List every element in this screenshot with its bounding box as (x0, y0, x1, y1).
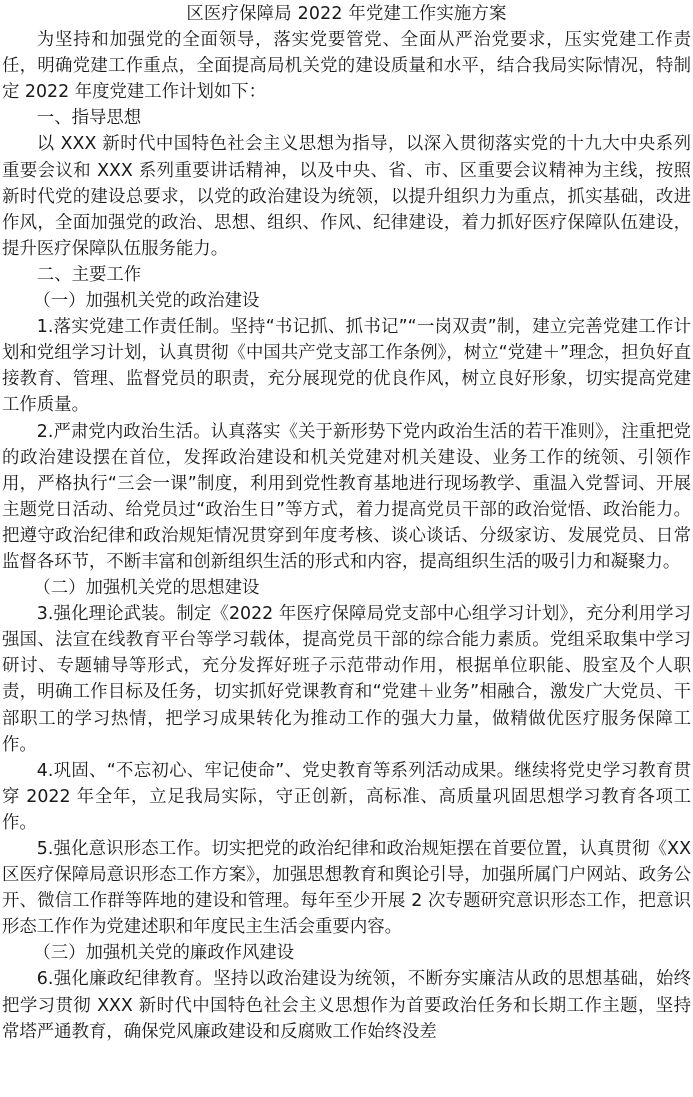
item-paragraph-1: 1.落实党建工作责任制。坚持“书记抓、抓书记”“一岗双责”制，建立完善党建工作计划和党组学习计划，认真贯彻《中国共产党支部工作条例》，树立“党建＋”理念，担负好直接教育、管理、监督党员的职责，充分展现党的优良作风，树立良好形象，切实提高党建工作质量。 (2, 317, 691, 416)
item-paragraph-5: 5.强化意识形态工作。切实把党的政治纪律和政治规矩摆在首要位置，认真贯彻《XX 区医疗保障局意识形态工作方案》，加强思想教育和舆论引导，加强所属门户网站、政务公开、微信工作群等阵地的建设和管理。每年至少开展 2 次专题研究意识形态工作，把意识形态工作作为党建述职和年度民主生活会重要内容。 (2, 839, 691, 938)
document-title: 区医疗保障局 2022 年党建工作实施方案 (186, 4, 507, 24)
guiding-ideology-paragraph: 以 XXX 新时代中国特色社会主义思想为指导，以深入贯彻落实党的十九大中央系列重要会议和 XXX 系列重要讲话精神，以及中央、省、市、区重要会议精神为主线，按照新时代党的建设总要求，以党的政治建设为统领，以提升组织力为重点，抓实基础，改进作风，全面加强党的政治、思想、组织、作风、纪律建设，着力抓好医疗保障队伍建设，提升医疗保障队伍服务能力。 (2, 134, 691, 259)
subsection-heading-integrity: （三）加强机关党的廉政作风建设 (33, 943, 295, 964)
item-paragraph-3: 3.强化理论武装。制定《2022 年医疗保障局党支部中心组学习计划》，充分利用学习强国、法宣在线教育平台等学习载体，提高党员干部的综合能力素质。党组采取集中学习研讨、专题辅导等形式，充分发挥好班子示范带动作用，根据单位职能、股室及个人职责，明确工作目标及任务，切实抓好党课教育和“党建＋业务”相融合，激发广大党员、干部职工的学习热情，把学习成果转化为推动工作的强大力量，做精做优医疗服务保障工作。 (2, 604, 691, 755)
document-body (2, 0, 691, 1045)
section-heading-guiding-ideology: 一、指导思想 (36, 108, 142, 129)
subsection-heading-political: （一）加强机关党的政治建设 (33, 291, 260, 312)
item-paragraph-4: 4.巩固、“不忘初心、牢记使命”、党史教育等系列活动成果。继续将党史学习教育贯穿 2022 年全年，立足我局实际，守正创新，高标准、高质量巩固思想学习教育各项工作。 (2, 760, 691, 833)
item-paragraph-6: 6.强化廉政纪律教育。坚持以政治建设为统领，不断夯实廉洁从政的思想基础，始终把学习贯彻 XXX 新时代中国特色社会主义思想作为首要政治任务和长期工作主题，坚持常塔严通教育，确保党风廉政建设和反腐败工作始终没差 (2, 969, 691, 1042)
item-paragraph-2: 2.严肃党内政治生活。认真落实《关于新形势下党内政治生活的若干准则》，注重把党的政治建设摆在首位，发挥政治建设和机关党建对机关建设、业务工作的统领、引领作用，严格执行“三会一课”制度，利用到党性教育基地进行现场教学、重温入党誓词、开展主题党日活动、给党员过“政治生日”等方式，着力提高党员干部的政治觉悟、政治能力。把遵守政治纪律和政治规矩情况贯穿到年度考核、谈心谈话、分级家访、发展党员、日常监督各环节，不断丰富和创新组织生活的形式和内容，提高组织生活的吸引力和凝聚力。 (2, 421, 691, 572)
section-heading-main-work: 二、主要工作 (36, 264, 142, 285)
intro-paragraph: 为坚持和加强党的全面领导，落实党要管党、全面从严治党要求，压实党建工作责任，明确党建工作重点，全面提高局机关党的建设质量和水平，结合我局实际情况，特制定 2022 年度党建工作计划如下： (2, 30, 691, 103)
subsection-heading-ideological: （二）加强机关党的思想建设 (33, 578, 260, 599)
